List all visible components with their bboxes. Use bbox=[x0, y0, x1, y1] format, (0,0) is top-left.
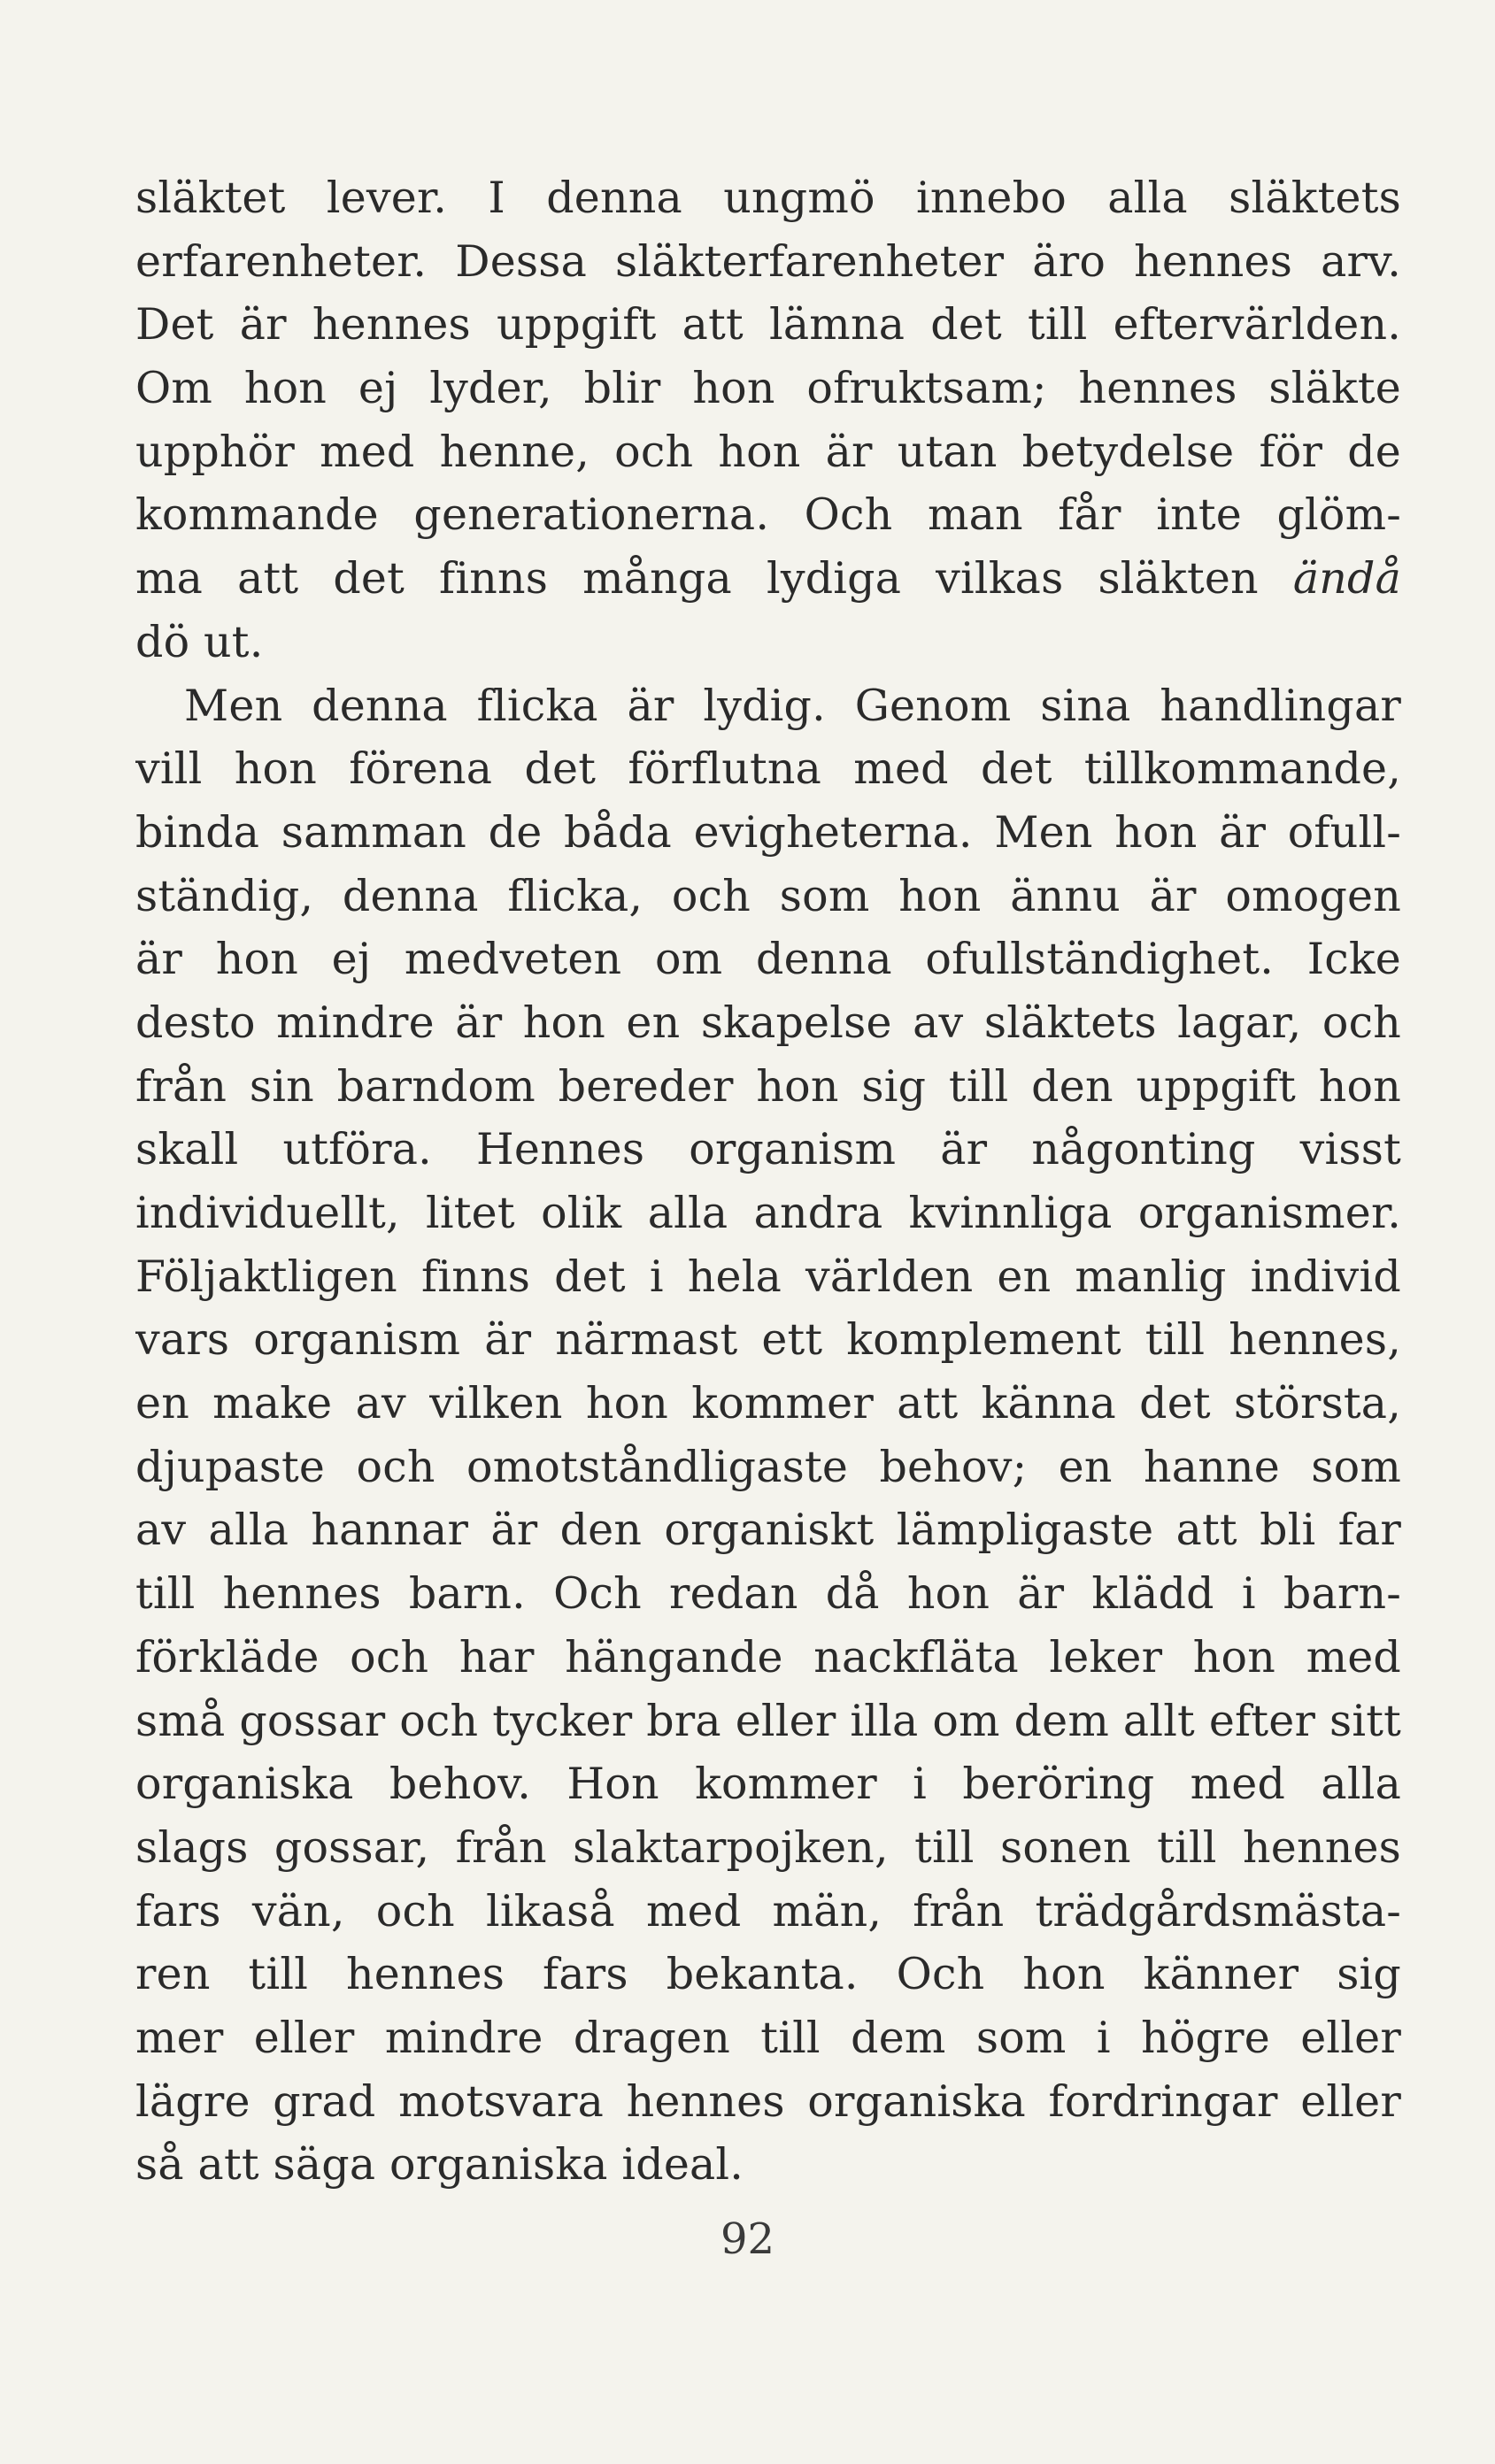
text-line: lägre grad motsvara hennes organiska fordringar eller bbox=[135, 2075, 1401, 2127]
text-line: fars vän, och likaså med män, från trädgårdsmästa- bbox=[135, 1885, 1401, 1937]
text-line: slags gossar, från slaktarpojken, till sonen till hennes bbox=[135, 1821, 1401, 1873]
text-line: organiska behov. Hon kommer i beröring med alla bbox=[135, 1759, 1401, 1810]
text-line-with-italic bbox=[135, 547, 1401, 611]
text-line: Om hon ej lyder, blir hon ofruktsam; hennes släkte bbox=[135, 363, 1401, 414]
text-line: ren till hennes fars bekanta. Och hon känner sig bbox=[135, 1949, 1401, 2000]
text-line: djupaste och omotståndligaste behov; en hanne som bbox=[135, 1441, 1401, 1492]
text-line: individuellt, litet olik alla andra kvinnliga organismer. bbox=[135, 1188, 1401, 1238]
text-line: erfarenheter. Dessa släkterfarenheter äro hennes arv. bbox=[135, 235, 1401, 287]
text-line: är hon ej medveten om denna ofullständighet. Icke bbox=[135, 934, 1401, 985]
text-segment: ma att det finns många lydiga vilkas släkten bbox=[135, 553, 1259, 604]
text-line: Det är hennes uppgift att lämna det till eftervärlden. bbox=[135, 299, 1401, 350]
paragraph-start-line: Men denna flicka är lydig. Genom sina handlingar bbox=[184, 680, 1401, 731]
body-text bbox=[135, 166, 1401, 2197]
italic-word: ändå bbox=[1292, 553, 1401, 604]
text-line: Följaktligen finns det i hela världen en manlig individ bbox=[135, 1251, 1401, 1302]
text-line: från sin barndom bereder hon sig till den uppgift hon bbox=[135, 1060, 1401, 1112]
text-line: till hennes barn. Och redan då hon är klädd i barn- bbox=[135, 1568, 1401, 1620]
text-line: skall utföra. Hennes organism är någonting visst bbox=[135, 1124, 1401, 1175]
text-line: vill hon förena det förflutna med det tillkommande, bbox=[135, 743, 1401, 795]
text-line: vars organism är närmast ett komplement till hennes, bbox=[135, 1314, 1401, 1366]
text-line: förkläde och har hängande nackfläta leker hon med bbox=[135, 1631, 1401, 1682]
text-line: mer eller mindre dragen till dem som i högre eller bbox=[135, 2012, 1401, 2063]
text-line: små gossar och tycker bra eller illa om dem allt efter sitt bbox=[135, 1695, 1401, 1746]
text-line: av alla hannar är den organiskt lämpligaste att bli far bbox=[135, 1505, 1401, 1556]
page-number: 92 bbox=[720, 2214, 775, 2264]
text-line: kommande generationerna. Och man får inte glöm- bbox=[135, 489, 1401, 541]
text-line: släktet lever. I denna ungmö innebo alla släktets bbox=[135, 173, 1401, 223]
paragraph-end-line: dö ut. bbox=[135, 616, 264, 667]
paragraph-end-line: så att säga organiska ideal. bbox=[135, 2139, 744, 2191]
text-line: desto mindre är hon en skapelse av släktets lagar, och bbox=[135, 997, 1401, 1048]
text-line: en make av vilken hon kommer att känna det största, bbox=[135, 1378, 1401, 1429]
text-line: binda samman de båda evigheterna. Men hon är ofull- bbox=[135, 806, 1401, 858]
text-line: ständig, denna flicka, och som hon ännu är omogen bbox=[135, 870, 1401, 921]
text-line: upphör med henne, och hon är utan betydelse för de bbox=[135, 426, 1401, 477]
